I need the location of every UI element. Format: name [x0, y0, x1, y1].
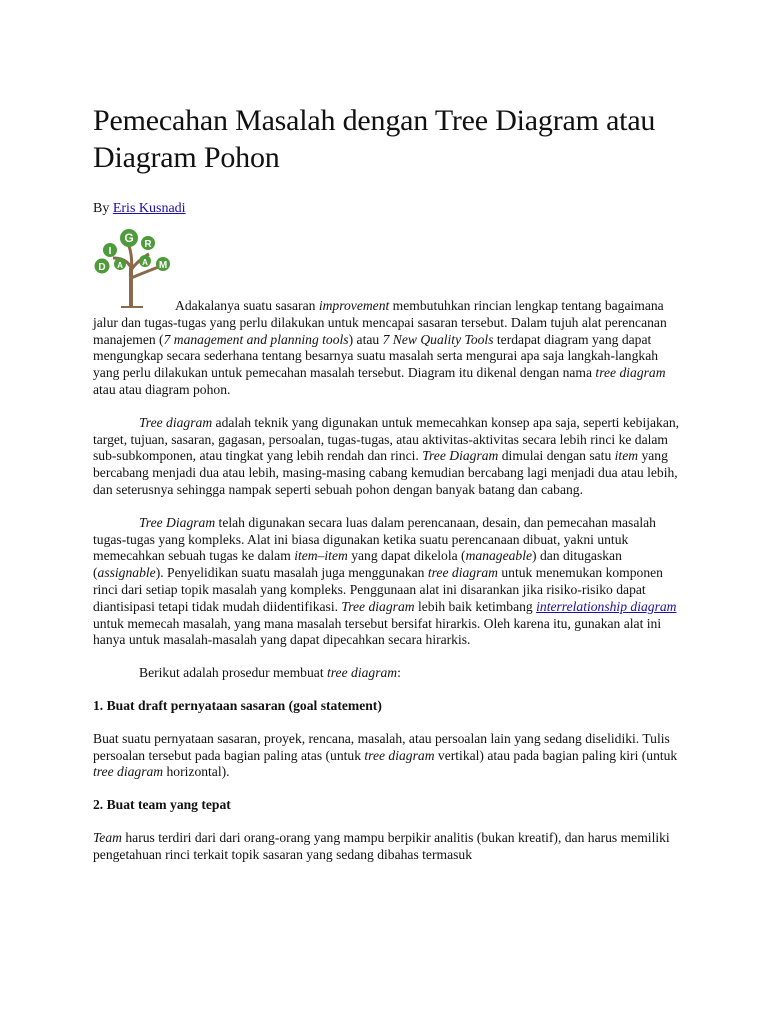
text-run: tree diagram — [427, 565, 498, 581]
text-run: tree diagram — [595, 365, 666, 381]
text-run: tree diagram — [364, 747, 435, 763]
text-run: horizontal). — [163, 764, 230, 780]
author-link[interactable]: Eris Kusnadi — [112, 201, 186, 216]
text-run: : — [397, 665, 401, 681]
byline — [93, 200, 683, 218]
text-run: lebih baik ketimbang — [414, 598, 537, 614]
text-run: vertikal) atau pada bagian paling kiri (untuk — [434, 747, 678, 763]
section-heading: 2. Buat team yang tepat — [93, 797, 231, 813]
intro-paragraph — [93, 228, 683, 399]
text-run: ) atau — [348, 331, 383, 347]
paragraph — [93, 830, 683, 864]
paragraph — [93, 665, 683, 682]
text-run: terdapat diagram yang dapat mengungkap secara sederhana tentang besarnya suatu masalah serta mengurai apa saja langkah-langkah yang perlu dilakukan untuk pemecahan masalah tersebut. Diagram itu dikenal dengan nama — [93, 331, 659, 381]
intro-text — [93, 228, 683, 399]
text-run: untuk memecah masalah, yang mana masalah tersebut bersifat hirarkis. Oleh karena itu, gunakan alat ini hanya untuk masalah-masalah yang dapat dipecahkan secara hirarkis. — [93, 615, 662, 648]
logo-letter: A — [117, 261, 123, 270]
text-run: ) dan ditugaskan ( — [93, 548, 622, 581]
article-title: Pemecahan Masalah dengan Tree Diagram atau Diagram Pohon — [93, 104, 656, 174]
text-run: item–item — [294, 548, 348, 564]
text-run: Berikut adalah prosedur membuat — [139, 665, 327, 681]
article-body — [93, 102, 683, 864]
text-run: Adakalanya suatu sasaran — [175, 298, 319, 313]
text-run: Tree diagram — [341, 598, 415, 614]
text-run: Buat suatu pernyataan sasaran, proyek, rencana, masalah, atau persoalan lain yang sedang diselidiki. Tulis persoalan tersebut pada bagian paling atas (untuk — [93, 730, 670, 763]
text-run: assignable — [97, 565, 156, 581]
text-run: ). Penyelidikan suatu masalah juga menggunakan — [155, 565, 428, 581]
text-run: Tree diagram — [139, 414, 213, 430]
logo-letter: I — [108, 246, 112, 257]
text-run: membutuhkan rincian lengkap tentang bagaimana jalur dan tugas-tugas yang perlu dilakukan untuk mencapai sasaran tersebut. Dalam tujuh alat perencanan manajemen ( — [93, 298, 667, 347]
section-heading: 1. Buat draft pernyataan sasaran (goal statement) — [93, 697, 382, 713]
interrelationship-diagram-link[interactable]: interrelationship diagram — [536, 598, 677, 614]
text-run: atau atau diagram pohon. — [93, 381, 231, 397]
text-run: telah digunakan secara luas dalam perencanaan, desain, dan pemecahan masalah tugas-tugas yang kompleks. Alat ini biasa digunakan ketika suatu perencanaan dibuat, yakni untuk memecahkan sebuah tugas ke dalam — [93, 514, 656, 564]
text-run: adalah teknik yang digunakan untuk memecahkan konsep apa saja, seperti kebijakan, target, tujuan, sasaran, gagasan, persoalan, tugas-tugas, atau aktivitas-aktivitas secara lebih rinci ke dalam sub-subkomponen, atau tingkat yang lebih rendah dan rinci. — [93, 414, 680, 464]
logo-letter: G — [124, 231, 134, 245]
logo-letter: R — [144, 239, 152, 250]
text-run: item — [614, 448, 639, 464]
text-run: Tree Diagram — [139, 514, 216, 530]
text-run: yang dapat dikelola ( — [347, 548, 466, 564]
by-label: By — [93, 201, 110, 216]
text-run: manageable — [465, 548, 533, 564]
text-run: 7 management and planning tools — [163, 331, 349, 347]
logo-letter: D — [98, 262, 106, 273]
text-run: 7 New Quality Tools — [382, 331, 494, 347]
logo-letter: A — [142, 258, 148, 267]
text-run: tree diagram — [327, 665, 398, 681]
text-run: improvement — [318, 298, 390, 313]
paragraph — [93, 415, 683, 499]
text-run: Team — [93, 829, 122, 845]
grid-tree-logo-icon — [93, 228, 175, 308]
paragraph — [93, 515, 683, 649]
paragraph — [93, 731, 683, 781]
logo-letter: M — [158, 260, 168, 271]
text-run: harus terdiri dari dari orang-orang yang mampu berpikir analitis (bukan kreatif), dan harus memiliki pengetahuan rinci terkait topik sasaran yang sedang dibahas termasuk — [93, 829, 670, 862]
text-run: Tree Diagram — [422, 448, 499, 464]
text-run: untuk menemukan komponen rinci dari setiap topik masalah yang kompleks. Penggunaan alat ini disarankan jika risiko-risiko dapat diantisipasi tetapi tidak mudah diidentifikasi. — [93, 565, 663, 614]
text-run: tree diagram — [93, 764, 164, 780]
text-run: yang bercabang menjadi dua atau lebih, masing-masing cabang kemudian bercabang lagi menjadi dua atau lebih, dan seterusnya sehingga nampak seperti sebuah pohon dengan banyak batang dan cabang. — [93, 448, 678, 497]
text-run: dimulai dengan satu — [498, 448, 615, 464]
